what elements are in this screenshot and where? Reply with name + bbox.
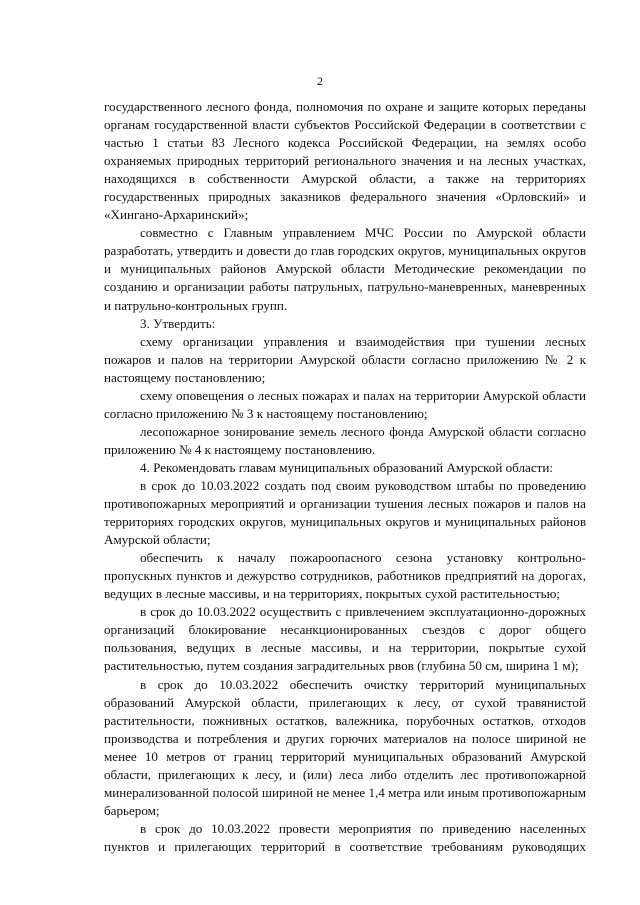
- paragraph-continuation: государственного лесного фонда, полномочия по охране и защите которых переданы органам государственной власти субъектов Российской Федерации в соответствии с частью 1 статьи 83 Лесного кодекса Российской Федерации, на землях особо охраняемых природных территорий регионального значения и на лесных участках, находящихся в собственности Амурской области, а также на территориях государственных природных заказников федерального значения «Орловский» и «Хингано-Архаринский»;: [104, 99, 586, 223]
- paragraph-create-headquarters: в срок до 10.03.2022 создать под своим руководством штабы по проведению противопожарных мероприятий и организации тушения лесных пожаров и палов на территориях городских округов, муниципальных округов и муниципальных районов Амурской области;: [104, 477, 586, 548]
- document-body: [104, 98, 586, 856]
- paragraph-block-exits: в срок до 10.03.2022 осуществить с привлечением эксплуатационно-дорожных организаций блокирование несанкционированных съездов с дорог общего пользования, ведущих в лесные массивы, и на территории, покрытые сухой растительностью, путем создания заградительных рвов (глубина 50 см, ширина 1 м);: [104, 604, 586, 674]
- paragraph-notification-scheme: схему оповещения о лесных пожарах и палах на территории Амурской области согласно приложению № 3 к настоящему постановлению;: [104, 387, 586, 421]
- section-4-heading: 4. Рекомендовать главам муниципальных образований Амурской области:: [140, 459, 554, 475]
- paragraph-settlements: в срок до 10.03.2022 провести мероприятия по приведению населенных пунктов и прилегающих территорий в соответствие требованиям руководящих: [104, 820, 586, 854]
- paragraph-develop-guidelines: совместно с Главным управлением МЧС России по Амурской области разработать, утвердить и довести до глав городских округов, муниципальных округов и муниципальных районов Амурской области Методические рекомендации по созданию и организации работы патрульных, патрульно-маневренных, маневренных и патрульно-контрольных групп.: [104, 225, 586, 313]
- paragraph-clear-territories: в срок до 10.03.2022 обеспечить очистку территорий муниципальных образований Амурской области, прилегающих к лесу, от сухой травянистой растительности, пожнивных остатков, валежника, порубочных остатков, отходов производства и потребления и других горючих материалов на полосе шириной не менее 10 метров от границ территорий муниципальных образований Амурской области, прилегающих к лесу, и (или) леса либо отделить лес противопожарной минерализованной полосой шириной не менее 1,4 метра или иным противопожарным барьером;: [104, 676, 586, 818]
- paragraph-fire-zoning: лесопожарное зонирование земель лесного фонда Амурской области согласно приложению № 4 к настоящему постановлению.: [104, 423, 586, 457]
- page-number: 2: [317, 74, 323, 88]
- section-3-heading: 3. Утвердить:: [140, 315, 216, 331]
- paragraph-management-scheme: схему организации управления и взаимодействия при тушении лесных пожаров и палов на территории Амурской области согласно приложению № 2 к настоящему постановлению;: [104, 333, 586, 385]
- paragraph-checkpoints: обеспечить к началу пожароопасного сезона установку контрольно-пропускных пунктов и дежурство сотрудников, работников предприятий на дорогах, ведущих в лесные массивы, и на территориях, покрытых сухой растительностью;: [104, 550, 586, 602]
